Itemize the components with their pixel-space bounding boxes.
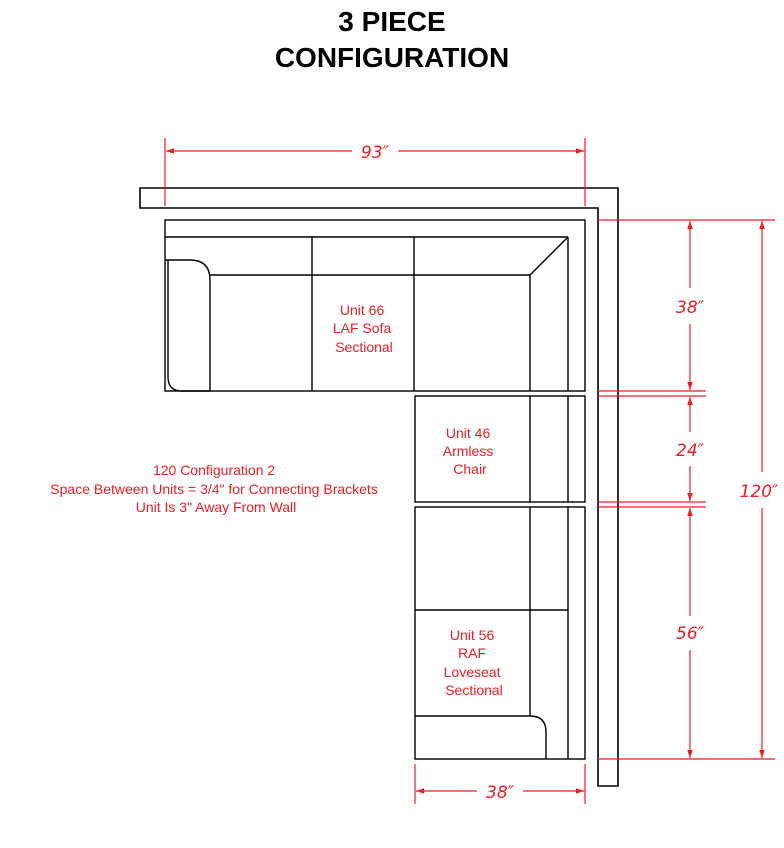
dimension-bottom-width-label: 38″ xyxy=(486,783,514,803)
dimension-unit-46-width-label: 24″ xyxy=(676,441,704,461)
dimension-unit-56-length-label: 56″ xyxy=(676,624,704,644)
unit-66-label: Unit 66 LAF Sofa Sectional xyxy=(332,302,393,355)
dimension-unit-66-depth-label: 38″ xyxy=(676,298,704,318)
unit-56-label: Unit 56 RAF Loveseat Sectional xyxy=(443,627,503,698)
title-line-2: CONFIGURATION xyxy=(274,42,510,73)
dimension-top-width-label: 93″ xyxy=(361,143,389,163)
title-line-1: 3 PIECE xyxy=(338,6,446,37)
dimension-total-length-label: 120″ xyxy=(739,482,779,502)
configuration-note: 120 Configuration 2 Space Between Units = 3/4" for Connecting Brackets Unit Is 3" Away From Wall xyxy=(50,462,378,515)
unit-46-label: Unit 46 Armless Chair xyxy=(442,425,494,477)
unit-46-shape xyxy=(415,396,585,502)
unit-56-shape xyxy=(415,507,585,759)
